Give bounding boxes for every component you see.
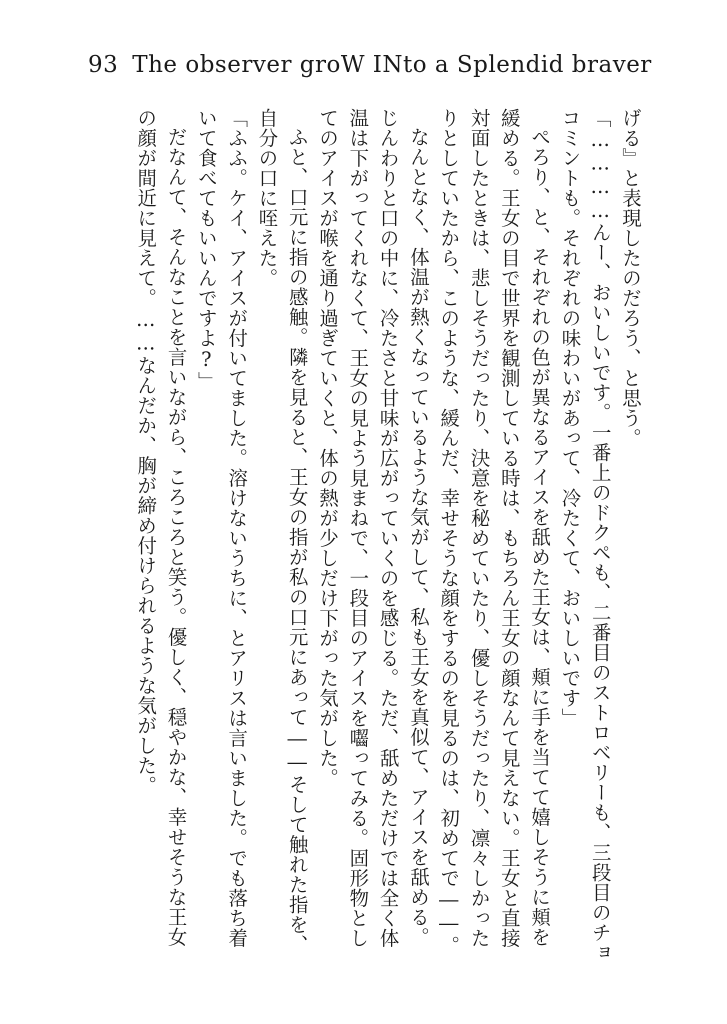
text-line: てのアイスが喉を通り過ぎていくと、体の熱が少しだけ下がった気がした。 <box>316 108 340 788</box>
text-line: 自分の口に咥えた。 <box>255 108 279 288</box>
text-line: 緩める。王女の目で世界を観測している時は、もちろん王女の顔なんて見えない。王女と直接 <box>497 108 521 948</box>
text-line: りとしていたから、このような、緩んだ、幸せそうな顔をするのを見るのは、初めてで――。 <box>437 108 461 956</box>
chapter-title: The observer groW INto a Splendid braver <box>132 52 652 78</box>
text-line: だなんて、そんなことを言いながら、ころころと笑う。優しく、穏やかな、幸せそうな王女 <box>164 127 188 948</box>
page-number: 93 <box>88 52 119 78</box>
text-line: 「…………んー、おいしいです。一番上のドクペも、二番目のストロベリーも、三段目のチョ <box>588 108 612 963</box>
text-line: 「ふふ。ケイ、アイスが付いてました。溶けないうちに、とアリスは言いました。でも落ち着 <box>225 108 249 948</box>
body-text <box>130 108 645 998</box>
text-line: なんとなく、体温が熱くなっているような気がして、私も王女を真似て、アイスを舐める。 <box>406 127 430 948</box>
text-line: げる』と表現したのだろう、と思う。 <box>619 108 642 448</box>
text-line: じんわりと口の中に、冷たさと甘味が広がっていくのを感じる。ただ、舐めただけでは全く体 <box>376 108 400 948</box>
text-line: 対面したときは、悲しそうだったり、決意を秘めていたり、優しそうだったり、凛々しかった <box>467 108 491 948</box>
text-line: コミントも。それぞれの味わいがあって、冷たくて、おいしいです」 <box>558 108 582 728</box>
text-line: 温は下がってくれなくて、王女の見よう見まねで、一段目のアイスを囓ってみる。固形物とし <box>346 108 370 948</box>
running-header <box>88 52 652 78</box>
text-line: ふと、口元に指の感触。隣を見ると、王女の指が私の口元にあって――そして触れた指を、 <box>285 127 309 955</box>
text-line: ぺろり、と、それぞれの色が異なるアイスを舐めた王女は、頬に手を当てて嬉しそうに頬を <box>528 127 552 948</box>
text-line: の顔が間近に見えて。……なんだか、胸が締め付けられるような気がした。 <box>134 108 158 796</box>
text-line: いて食べてもいいんですよ?」 <box>194 108 218 392</box>
